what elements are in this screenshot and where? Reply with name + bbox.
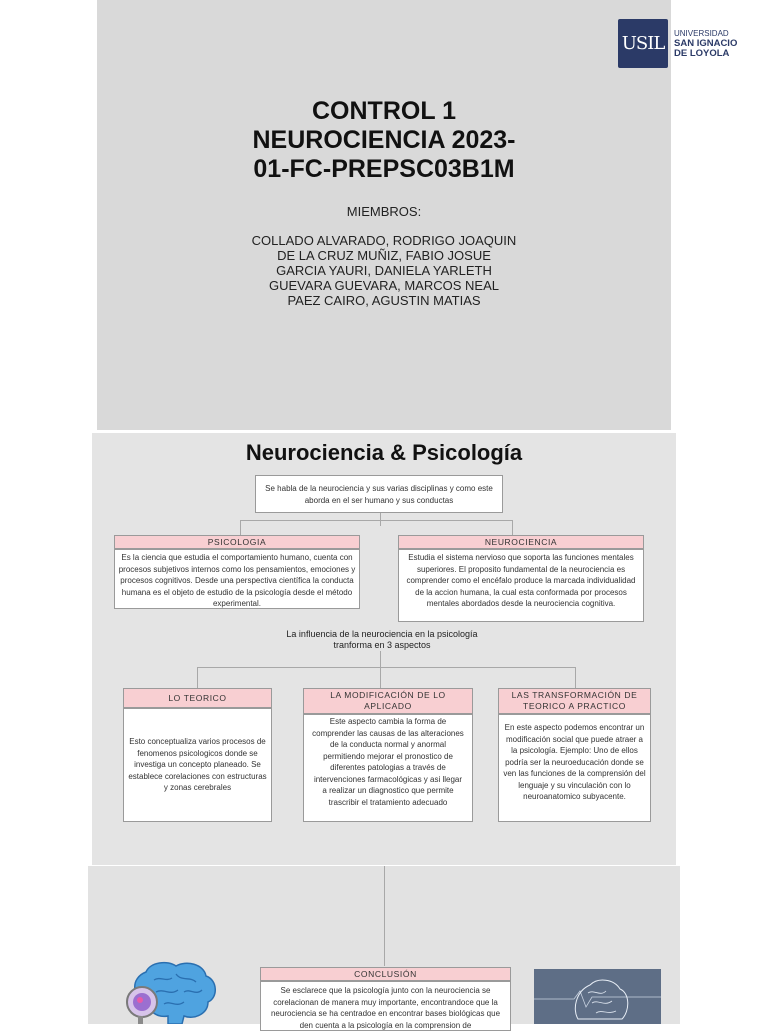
practico-box: En este aspecto podemos encontrar un modificación social que puede atraer a la psicología. Ejemplo: Uno de ellos podría ser la neuroeducación donde se ven las funciones de la comprensión del lenguaje y su vinculación con lo neuroanatomico subyacente.: [498, 714, 651, 822]
connector: [384, 866, 385, 966]
member-name: GARCIA YAURI, DANIELA YARLETH: [276, 263, 492, 278]
influence-text: La influencia de la neurociencia en la psicología tranforma en 3 aspectos: [286, 629, 478, 650]
logo-text: [674, 29, 737, 59]
brain-image: [534, 969, 661, 1024]
neurociencia-box: Estudia el sistema nervioso que soporta las funciones mentales superiores. El proposito fundamental de la neurociencia es comprender como el encéfalo produce la marcada individualidad de la accion humana, la cual esta conformada por procesos mentales abordados desde la neurociencia cognitiva.: [398, 549, 644, 622]
connector: [197, 667, 198, 688]
psicologia-header: PSICOLOGIA: [114, 535, 360, 549]
connector: [240, 520, 512, 521]
university-logo: [618, 19, 748, 69]
conclusion-header: CONCLUSIÓN: [260, 967, 511, 981]
connector: [575, 667, 576, 688]
members-list: [97, 233, 671, 308]
aplicado-box: Este aspecto cambia la forma de comprender las causas de las alteraciones de la conducta normal y anormal permitiendo mejorar el pronostico de diferentes patologias a través de intervenciones farmacológicas y asi llegar a realizar un diagnostico que permite trascribir el tratamiento adecuado: [303, 714, 473, 822]
logo-line-1: UNIVERSIDAD: [674, 29, 729, 38]
cover-title: [97, 97, 671, 184]
member-name: PAEZ CAIRO, AGUSTIN MATIAS: [287, 293, 481, 308]
psicologia-box: Es la ciencia que estudia el comportamiento humano, cuenta con procesos subjetivos internos como los pensamientos, emociones y procesos cognitivos. Desde una perspectiva científica la conducta humana es el objeto de estudio de la psicología desde el método experimental.: [114, 549, 360, 609]
cover-slide: [97, 0, 738, 430]
title-line: 01-FC-PREPSC03B1M: [253, 155, 515, 183]
conclusion-slide: [88, 866, 680, 1030]
connector: [512, 520, 513, 535]
usil-logo-icon: USIL: [618, 19, 668, 68]
intro-box: Se habla de la neurociencia y sus varias disciplinas y como este aborda en el ser humano y sus conductas: [255, 475, 503, 513]
brain-outline-icon: [534, 969, 661, 1024]
teorico-header: LO TEORICO: [123, 688, 272, 708]
aplicado-header: LA MODIFICACIÓN DE LO APLICADO: [303, 688, 473, 714]
map-title: Neurociencia & Psicología: [245, 440, 523, 465]
neurociencia-header: NEUROCIENCIA: [398, 535, 644, 549]
practico-header: LAS TRANSFORMACIÓN DE TEORICO A PRACTICO: [498, 688, 651, 714]
members-label: MIEMBROS:: [346, 204, 422, 219]
connector: [240, 520, 241, 535]
member-name: COLLADO ALVARADO, RODRIGO JOAQUIN: [251, 233, 517, 248]
brain-illustration-icon: [124, 960, 220, 1024]
title-line: NEUROCIENCIA 2023-: [252, 126, 516, 154]
connector: [380, 651, 381, 688]
logo-line-3: DE LOYOLA: [674, 48, 730, 59]
conclusion-box: Se esclarece que la psicología junto con la neurociencia se corelacionan de manera muy importante, encontrandoce que la neurociencia se ha centradoe en encontrar bases biológicas que den cuenta a la psicología en la comprension de: [260, 981, 511, 1031]
title-line: CONTROL 1: [312, 97, 456, 125]
member-name: DE LA CRUZ MUÑIZ, FABIO JOSUE: [277, 248, 491, 263]
connector: [197, 667, 575, 668]
member-name: GUEVARA GUEVARA, MARCOS NEAL: [269, 278, 499, 293]
concept-map-slide: [92, 433, 676, 865]
logo-line-2: SAN IGNACIO: [674, 38, 738, 49]
teorico-box: Esto conceptualiza varios procesos de fenomenos psicologicos donde se investiga un concepto planeado. Se establece corelaciones con estructuras y zonas cerebrales: [123, 708, 272, 822]
